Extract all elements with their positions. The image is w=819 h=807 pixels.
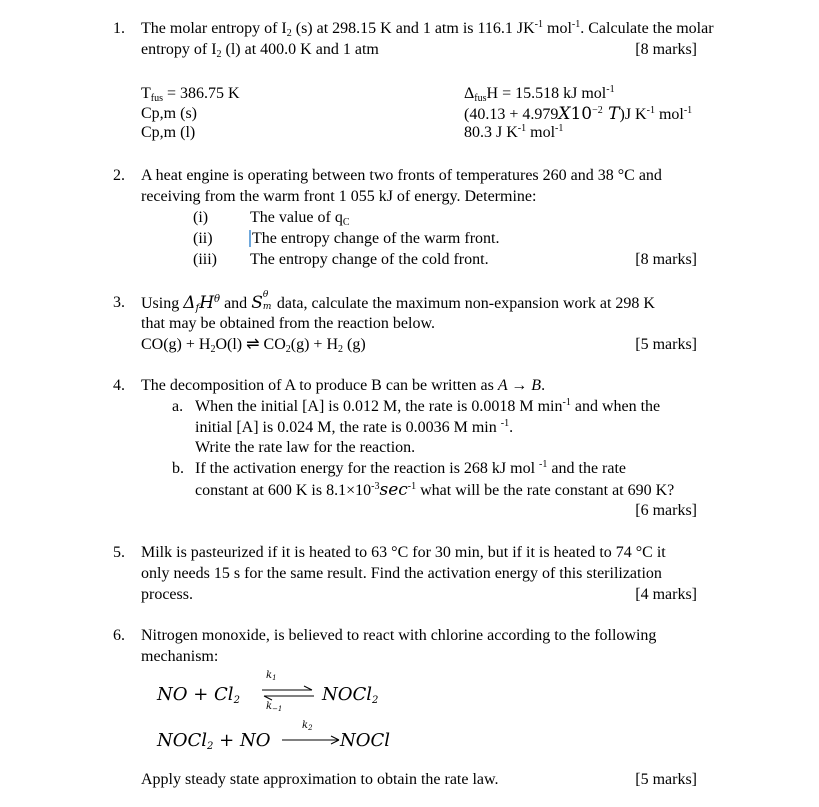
marks-label: [4 marks] [635, 586, 697, 603]
question-text-line: receiving from the warm front 1 055 kJ of energy. Determine: [141, 188, 537, 205]
sub-item-label: b. [172, 460, 184, 477]
sub-item-label: (iii) [193, 251, 217, 268]
question-text-line: mechanism: [141, 648, 219, 665]
question-number: 1. [113, 20, 125, 37]
rate-constant-k1: $k_1$ [266, 670, 277, 682]
cp-solid-label: Cp,m (s) [141, 105, 197, 122]
sub-item-text: The entropy change of the cold front. [250, 251, 489, 268]
question-number: 5. [113, 544, 125, 561]
question-text-line: that may be obtained from the reaction below. [141, 315, 435, 332]
question-number: 6. [113, 627, 125, 644]
tfus-label: Tfus = 386.75 K [141, 85, 240, 104]
enthalpy-fusion-value: ΔfusH = 15.518 kJ mol$^{-1}$ [464, 84, 615, 104]
question-text-line: The molar entropy of I2 (s) at 298.15 K and 1 atm is 116.1 $JK^{-1}$ mol$^{-1}$. Calculate the molar [141, 19, 714, 39]
question-text-line: The decomposition of A to produce B can be written as A → B. [141, 377, 546, 394]
marks-label: [8 marks] [635, 41, 697, 58]
sub-item-label: (ii) [193, 230, 213, 247]
reaction-equation: CO(g) + H2O(l) ⇌ CO2(g) + H2 (g) [141, 336, 366, 355]
question-text-line: Milk is pasteurized if it is heated to 63 °C for 30 min, but if it is heated to 74 °C it [141, 544, 666, 561]
mechanism-step1-reactants: NO + Cl2 [157, 684, 240, 706]
sub-item-text: When the initial [A] is 0.012 M, the rate is 0.0018 M $\min^{-1}$ and when the [195, 397, 661, 415]
question-number: 2. [113, 167, 125, 184]
rate-constant-k-minus-1: $k_{-1}$ [266, 701, 283, 713]
rate-constant-k2: $k_2$ [302, 720, 313, 732]
enthalpy-symbol: ΔfH$^\theta$ [183, 293, 221, 314]
marks-label: [6 marks] [635, 502, 697, 519]
cp-liquid-label: Cp,m (l) [141, 124, 196, 141]
question-number: 4. [113, 377, 125, 394]
sub-item-text: If the activation energy for the reaction is 268 kJ mol $^{-1}$ and the rate [195, 459, 627, 477]
cp-liquid-value: 80.3 J $K^{-1}$ mol$^{-1}$ [464, 123, 564, 141]
marks-label: [5 marks] [635, 771, 697, 788]
question-text-line: Apply steady state approximation to obtain the rate law. [141, 771, 499, 788]
question-text-line: entropy of I2 (l) at 400.0 K and 1 atm [141, 41, 379, 60]
mechanism-step2-reactants: NOCl2 + NO [157, 730, 271, 752]
question-text-line: A heat engine is operating between two fronts of temperatures 260 and 38 °C and [141, 167, 662, 184]
sub-item-text: The value of qC [250, 209, 350, 228]
sub-item-text: The entropy change of the warm front. [250, 229, 499, 249]
sub-item-text: Write the rate law for the reaction. [195, 439, 416, 456]
sub-item-text: initial [A] is 0.024 M, the rate is 0.0036 M min $^{-1}$. [195, 418, 514, 436]
marks-label: [5 marks] [635, 336, 697, 353]
question-text-line: process. [141, 586, 193, 603]
sub-item-text: constant at 600 K is $8.1\times 10^{-3}\sec^{-1}$ what will be the rate constant at 690 K? [195, 480, 675, 500]
marks-label: [8 marks] [635, 251, 697, 268]
question-number: 3. [113, 294, 125, 311]
question-text-line: only needs 15 s for the same result. Find the activation energy of this sterilization [141, 565, 662, 582]
entropy-symbol: S θ m [251, 290, 272, 313]
question-text-line: Using ΔfH$^\theta$ and S θ m data, calculate the maximum non-expansion work at 298 K [141, 290, 655, 314]
mechanism-step2-product: NOCl [340, 730, 391, 751]
sub-item-label: a. [172, 398, 184, 415]
sub-item-label: (i) [193, 209, 209, 226]
mechanism-step1-product: NOCl2 [322, 684, 379, 706]
cp-solid-value: ($40.13 + 4.979X10^{-2}$ T)J $K^{-1}$ mol$^{-1}$ [464, 104, 693, 124]
question-text-line: Nitrogen monoxide, is believed to react with chlorine according to the following [141, 627, 657, 644]
